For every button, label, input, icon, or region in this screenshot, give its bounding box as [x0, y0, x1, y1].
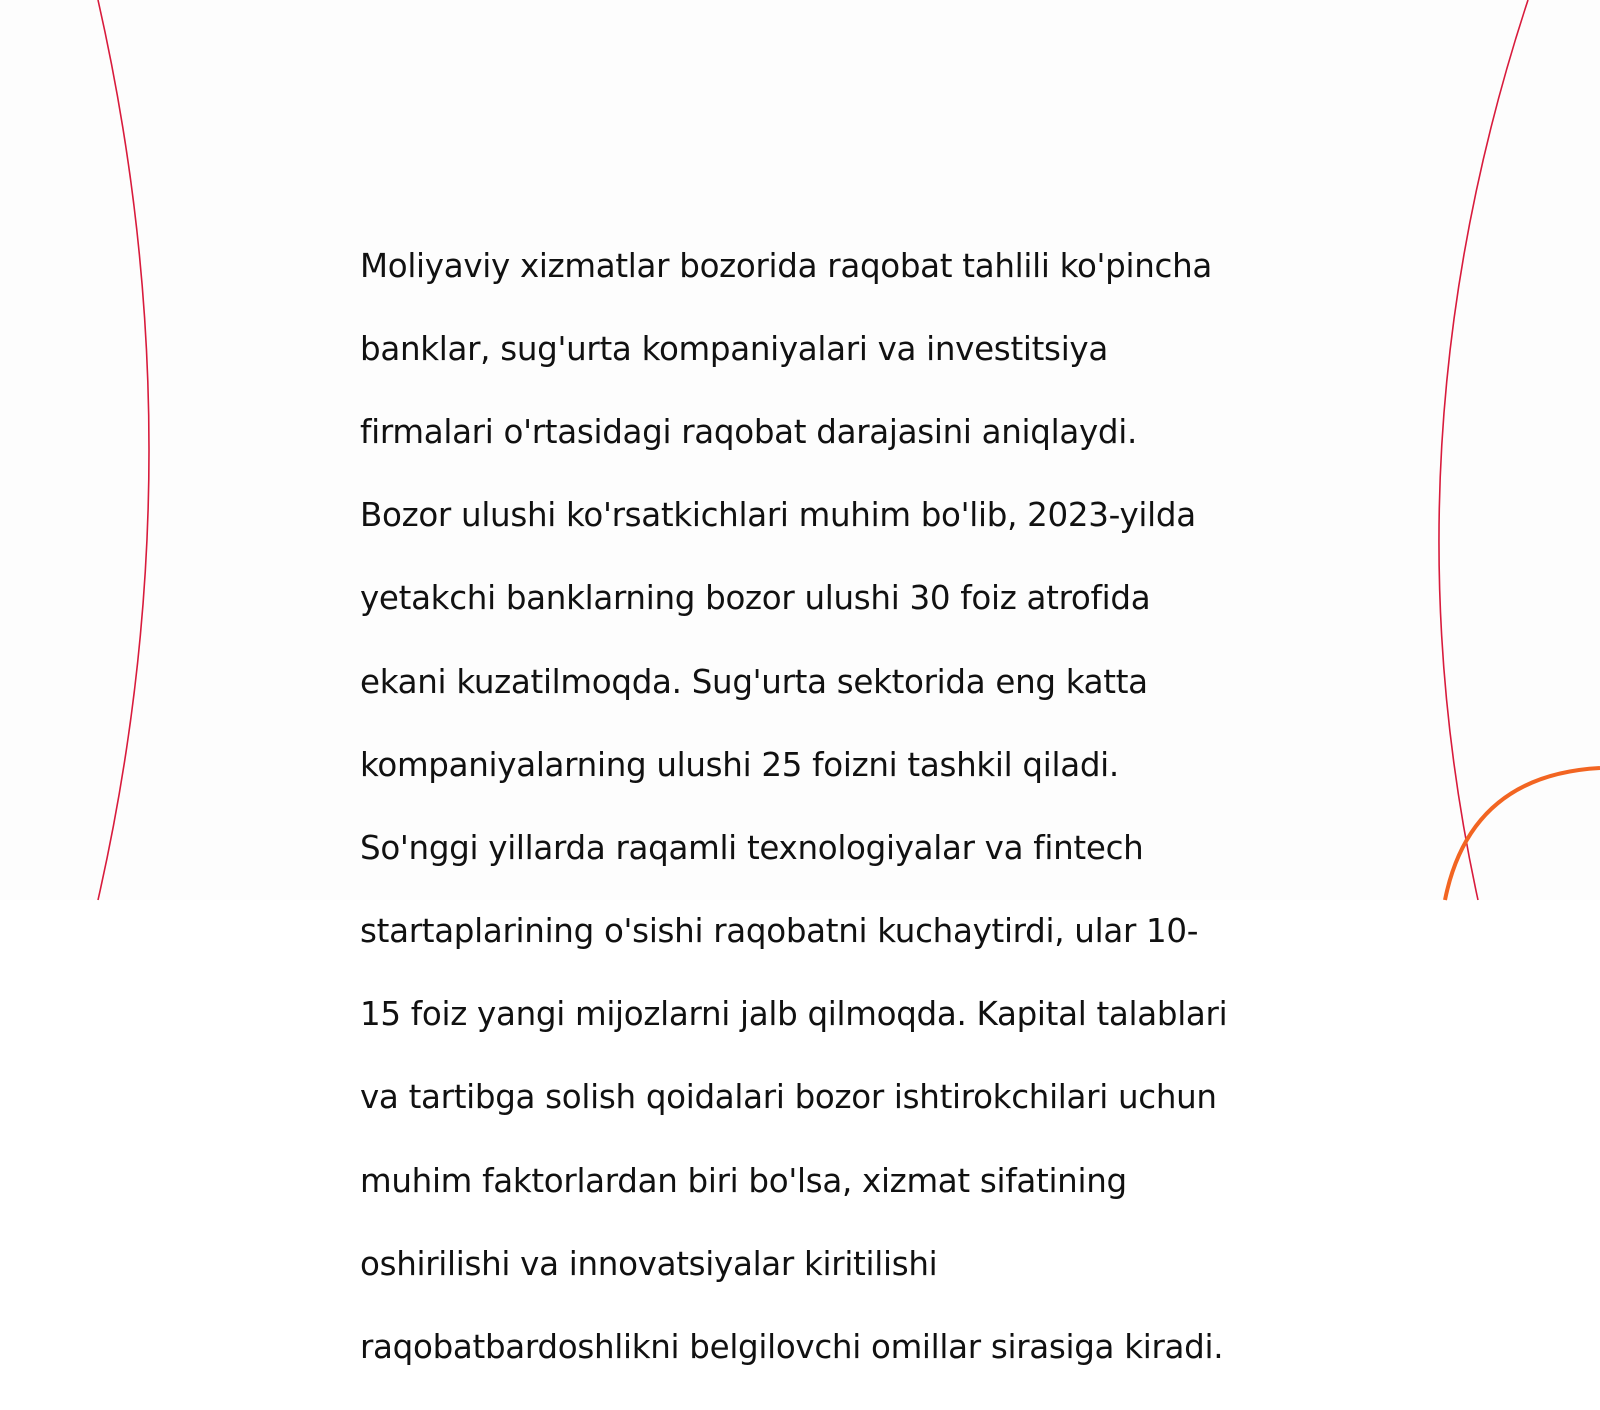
paragraph-line: banklar, sug'urta kompaniyalari va investitsiya	[360, 329, 1108, 368]
paragraph-line: kompaniyalarning ulushi 25 foizni tashkil qiladi.	[360, 745, 1119, 784]
paragraph-line: oshirilishi va innovatsiyalar kiritilishi	[360, 1244, 938, 1283]
paragraph-line: Bozor ulushi ko'rsatkichlari muhim bo'lib, 2023-yilda	[360, 496, 1196, 535]
paragraph-line: ekani kuzatilmoqda. Sug'urta sektorida eng katta	[360, 662, 1148, 701]
paragraph-line: va tartibga solish qoidalari bozor ishtirokchilari uchun	[360, 1078, 1217, 1117]
paragraph-line: yetakchi banklarning bozor ulushi 30 foiz atrofida	[360, 579, 1151, 618]
left-curve-line	[98, 0, 149, 900]
paragraph-line: firmalari o'rtasidagi raqobat darajasini aniqlaydi.	[360, 412, 1137, 451]
paragraph-line: So'nggi yillarda raqamli texnologiyalar va fintech	[360, 828, 1144, 867]
paragraph-line: raqobatbardoshlikni belgilovchi omillar sirasiga kiradi.	[360, 1328, 1224, 1367]
body-paragraph	[360, 204, 1260, 1410]
paragraph-line: muhim faktorlardan biri bo'lsa, xizmat sifatining	[360, 1161, 1127, 1200]
right-curve-line	[1439, 0, 1528, 900]
paragraph-line: Moliyaviy xizmatlar bozorida raqobat tahlili ko'pincha	[360, 246, 1213, 285]
paragraph-line: startaplarining o'sishi raqobatni kuchaytirdi, ular 10-	[360, 912, 1199, 951]
paragraph-line: 15 foiz yangi mijozlarni jalb qilmoqda. Kapital talablari	[360, 995, 1228, 1034]
orange-arc	[1445, 768, 1600, 900]
